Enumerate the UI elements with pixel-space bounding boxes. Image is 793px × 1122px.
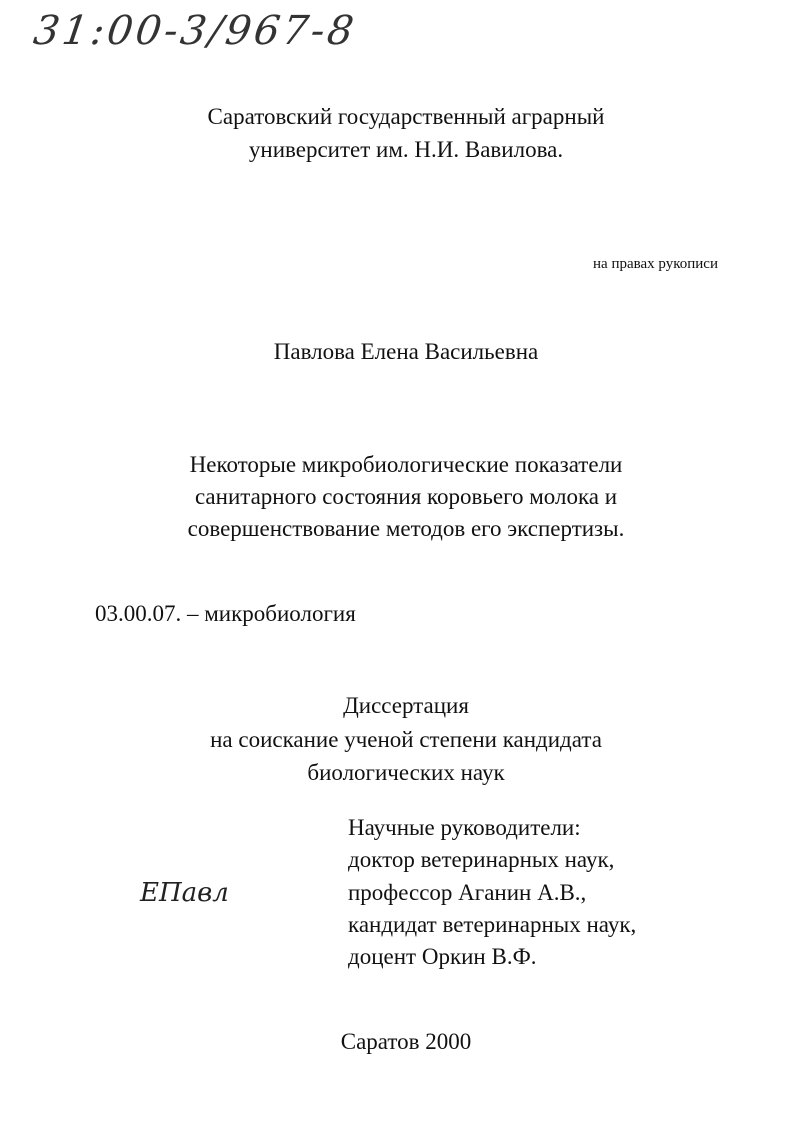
supervisor-line: кандидат ветеринарных наук, [348,912,637,937]
city-year: Саратов 2000 [340,1029,472,1054]
degree-line-2: на соискание ученой степени кандидата [210,727,602,752]
degree-line-3: биологических наук [307,760,505,785]
handwritten-archive-number: 31:00-3/967-8 [30,8,360,54]
supervisors-heading: Научные руководители: [348,815,581,840]
institution-line-2: университет им. Н.И. Вавилова. [248,137,564,162]
supervisor-line: доктор ветеринарных наук, [348,847,615,872]
degree-line-1: Диссертация [343,693,469,718]
title-line-2: санитарного состояния коровьего молока и [194,484,618,509]
supervisor-line: профессор Аганин А.В., [348,880,587,905]
supervisor-line: доцент Оркин В.Ф. [348,944,537,969]
manuscript-note: на правах рукописи [593,256,718,272]
institution-line-1: Саратовский государственный аграрный [207,104,605,129]
specialty: 03.00.07. – микробиология [95,601,356,626]
title-line-3: совершенствование методов его экспертизы. [187,516,625,541]
author-name: Павлова Елена Васильевна [273,339,539,364]
signature: ЕПавл [140,878,229,908]
title-line-1: Некоторые микробиологические показатели [189,452,623,477]
